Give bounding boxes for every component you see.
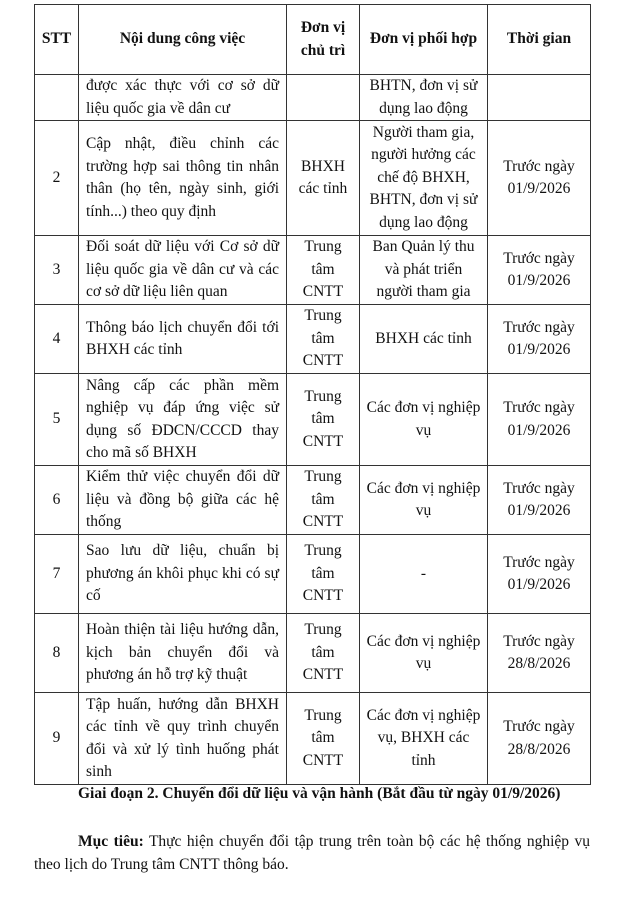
goal-paragraph xyxy=(34,830,590,876)
table-row xyxy=(35,236,591,305)
header-stt: STT xyxy=(35,5,79,75)
cell-stt xyxy=(35,75,79,121)
cell-lead: Trung tâm CNTT xyxy=(287,374,360,466)
cell-lead: Trung tâm CNTT xyxy=(287,614,360,693)
cell-stt: 2 xyxy=(35,121,79,236)
cell-stt: 5 xyxy=(35,374,79,466)
cell-coord: Các đơn vị nghiệp vụ, BHXH các tỉnh xyxy=(360,693,488,785)
cell-time xyxy=(488,75,591,121)
cell-time: Trước ngày 01/9/2026 xyxy=(488,236,591,305)
cell-coord: Người tham gia, người hưởng các chế độ BHXH, BHTN, đơn vị sử dụng lao động xyxy=(360,121,488,236)
table-row xyxy=(35,614,591,693)
table-row xyxy=(35,121,591,236)
header-content: Nội dung công việc xyxy=(79,5,287,75)
cell-coord: BHTN, đơn vị sử dụng lao động xyxy=(360,75,488,121)
goal-text: Thực hiện chuyển đổi tập trung trên toàn bộ các hệ thống nghiệp vụ theo lịch do Trung tâm CNTT thông báo. xyxy=(34,833,590,873)
cell-lead: Trung tâm CNTT xyxy=(287,305,360,374)
header-time: Thời gian xyxy=(488,5,591,75)
table-row xyxy=(35,466,591,535)
cell-coord: BHXH các tỉnh xyxy=(360,305,488,374)
table-row xyxy=(35,305,591,374)
cell-lead xyxy=(287,75,360,121)
table-row xyxy=(35,374,591,466)
cell-time: Trước ngày 28/8/2026 xyxy=(488,693,591,785)
table-row xyxy=(35,535,591,614)
cell-lead: Trung tâm CNTT xyxy=(287,466,360,535)
cell-lead: Trung tâm CNTT xyxy=(287,236,360,305)
cell-content: Sao lưu dữ liệu, chuẩn bị phương án khôi phục khi có sự cố xyxy=(79,535,287,614)
cell-coord: Các đơn vị nghiệp vụ xyxy=(360,374,488,466)
cell-content: được xác thực với cơ sở dữ liệu quốc gia về dân cư xyxy=(79,75,287,121)
cell-time: Trước ngày 01/9/2026 xyxy=(488,305,591,374)
cell-lead: Trung tâm CNTT xyxy=(287,693,360,785)
cell-time: Trước ngày 01/9/2026 xyxy=(488,466,591,535)
cell-content: Nâng cấp các phần mềm nghiệp vụ đáp ứng việc sử dụng số ĐDCN/CCCD thay cho mã số BHXH xyxy=(79,374,287,466)
cell-coord: - xyxy=(360,535,488,614)
cell-stt: 8 xyxy=(35,614,79,693)
table-row xyxy=(35,75,591,121)
cell-content: Thông báo lịch chuyển đổi tới BHXH các tỉnh xyxy=(79,305,287,374)
table-header-row xyxy=(35,5,591,75)
section-heading: Giai đoạn 2. Chuyển đổi dữ liệu và vận hành (Bắt đầu từ ngày 01/9/2026) xyxy=(78,785,561,802)
table-row xyxy=(35,693,591,785)
cell-time: Trước ngày 01/9/2026 xyxy=(488,374,591,466)
cell-coord: Ban Quản lý thu và phát triển người tham gia xyxy=(360,236,488,305)
cell-time: Trước ngày 28/8/2026 xyxy=(488,614,591,693)
cell-stt: 6 xyxy=(35,466,79,535)
cell-coord: Các đơn vị nghiệp vụ xyxy=(360,466,488,535)
header-lead-unit: Đơn vị chủ trì xyxy=(287,5,360,75)
cell-content: Tập huấn, hướng dẫn BHXH các tỉnh về quy trình chuyển đổi và xử lý tình huống phát sinh xyxy=(79,693,287,785)
cell-lead: BHXH các tỉnh xyxy=(287,121,360,236)
header-coordinating-unit: Đơn vị phối hợp xyxy=(360,5,488,75)
cell-content: Hoàn thiện tài liệu hướng dẫn, kịch bản chuyển đổi và phương án hỗ trợ kỹ thuật xyxy=(79,614,287,693)
cell-stt: 4 xyxy=(35,305,79,374)
cell-content: Đối soát dữ liệu với Cơ sở dữ liệu quốc gia về dân cư và các cơ sở dữ liệu liên quan xyxy=(79,236,287,305)
cell-time: Trước ngày 01/9/2026 xyxy=(488,121,591,236)
cell-stt: 7 xyxy=(35,535,79,614)
work-plan-table xyxy=(34,4,591,785)
goal-label: Mục tiêu: xyxy=(78,833,144,850)
cell-time: Trước ngày 01/9/2026 xyxy=(488,535,591,614)
cell-lead: Trung tâm CNTT xyxy=(287,535,360,614)
cell-content: Kiểm thử việc chuyển đổi dữ liệu và đồng bộ giữa các hệ thống xyxy=(79,466,287,535)
cell-stt: 9 xyxy=(35,693,79,785)
cell-content: Cập nhật, điều chỉnh các trường hợp sai thông tin nhân thân (họ tên, ngày sinh, giới tính...) theo quy định xyxy=(79,121,287,236)
cell-stt: 3 xyxy=(35,236,79,305)
cell-coord: Các đơn vị nghiệp vụ xyxy=(360,614,488,693)
